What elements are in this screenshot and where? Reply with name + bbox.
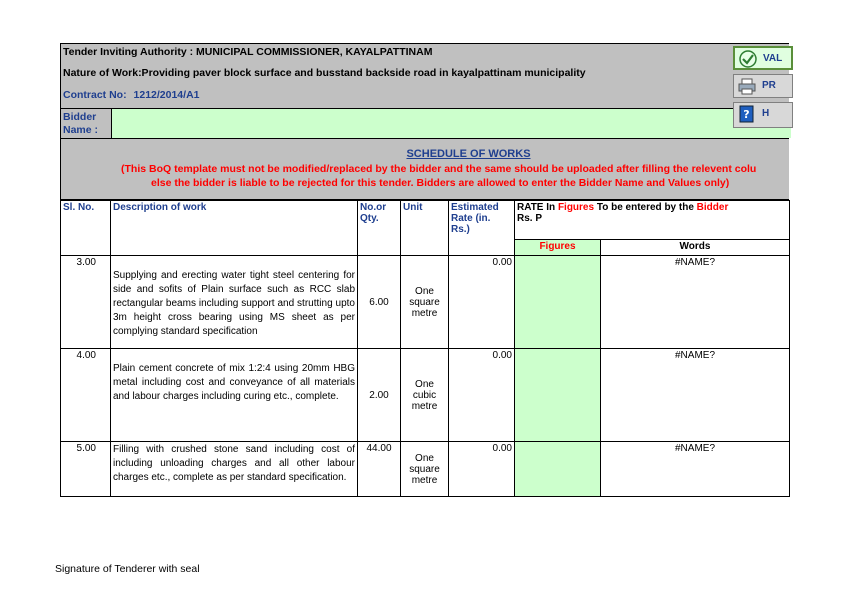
- col-desc-header: Description of work: [111, 201, 358, 256]
- contract-number: 1212/2014/A1: [133, 89, 200, 101]
- item-qty: 44.00: [358, 442, 401, 497]
- item-figures-input[interactable]: [515, 256, 601, 349]
- col-unit-header: Unit: [401, 201, 449, 256]
- col-est-header: Estimated Rate (in. Rs.): [449, 201, 515, 256]
- table-row: [61, 442, 790, 497]
- bidder-name-input[interactable]: [111, 109, 791, 138]
- item-sl: 5.00: [61, 442, 111, 497]
- table-header-row: [61, 201, 790, 240]
- print-label: PR: [762, 80, 776, 91]
- item-words: #NAME?: [601, 349, 790, 442]
- col-words-header: Words: [601, 240, 790, 256]
- works-table: [60, 200, 790, 497]
- contract-row: [60, 87, 789, 109]
- item-sl: 4.00: [61, 349, 111, 442]
- item-unit: One square metre: [401, 256, 449, 349]
- item-est-rate: 0.00: [449, 256, 515, 349]
- printer-icon: [738, 77, 756, 95]
- authority-text: Tender Inviting Authority : MUNICIPAL COMMISSIONER, KAYALPATTINAM: [63, 46, 433, 58]
- nature-row: [60, 65, 789, 88]
- item-figures-input[interactable]: [515, 349, 601, 442]
- warning-line-1: (This BoQ template must not be modified/replaced by the bidder and the same should be uploaded after filling the relevent colu: [121, 163, 757, 175]
- item-words: #NAME?: [601, 442, 790, 497]
- bidder-row: [60, 109, 789, 139]
- print-button[interactable]: [733, 74, 793, 98]
- col-sl-header: Sl. No.: [61, 201, 111, 256]
- help-book-icon: [738, 105, 756, 123]
- item-description: Supplying and erecting water tight steel centering for side and sofits of Plain surface such as RCC slab rectangular beams including support and strutting upto 3m height cross bearing using MS sheet as per complying standard specification: [111, 256, 358, 349]
- table-row: [61, 256, 790, 349]
- checkmark-icon: [739, 50, 757, 68]
- col-figures-header: Figures: [515, 240, 601, 256]
- item-description: Filling with crushed stone sand including cost of including unloading charges and all other labour charges etc., complete as per standard specification.: [111, 442, 358, 497]
- signature-label: Signature of Tenderer with seal: [55, 563, 200, 575]
- item-figures-input[interactable]: [515, 442, 601, 497]
- bidder-name-label: Bidder Name :: [63, 111, 99, 136]
- table-row: [61, 349, 790, 442]
- col-rate-header: RATE In Figures To be entered by the Bidder Rs. P: [515, 201, 790, 240]
- item-unit: One cubic metre: [401, 349, 449, 442]
- validate-button[interactable]: [733, 46, 793, 70]
- warning-line-2: else the bidder is liable to be rejected for this tender. Bidders are allowed to enter the Bidder Name and Values only): [151, 177, 730, 189]
- item-words: #NAME?: [601, 256, 790, 349]
- item-qty: 6.00: [358, 256, 401, 349]
- validate-label: VAL: [763, 53, 783, 64]
- contract-label: Contract No:: [63, 89, 127, 101]
- item-qty: 2.00: [358, 349, 401, 442]
- authority-row: [60, 43, 789, 66]
- item-sl: 3.00: [61, 256, 111, 349]
- nature-text: Nature of Work:Providing paver block surface and busstand backside road in kayalpattinam municipality: [63, 67, 586, 79]
- help-label: H: [762, 108, 770, 119]
- item-description: Plain cement concrete of mix 1:2:4 using 20mm HBG metal including cost and conveyance of all materials and labour charges including curing etc., complete.: [111, 349, 358, 442]
- item-est-rate: 0.00: [449, 442, 515, 497]
- item-unit: One square metre: [401, 442, 449, 497]
- col-qty-header: No.or Qty.: [358, 201, 401, 256]
- item-est-rate: 0.00: [449, 349, 515, 442]
- schedule-title: SCHEDULE OF WORKS: [406, 148, 531, 160]
- help-button[interactable]: [733, 102, 793, 128]
- svg-text:?: ?: [743, 108, 750, 121]
- schedule-banner: [60, 139, 789, 200]
